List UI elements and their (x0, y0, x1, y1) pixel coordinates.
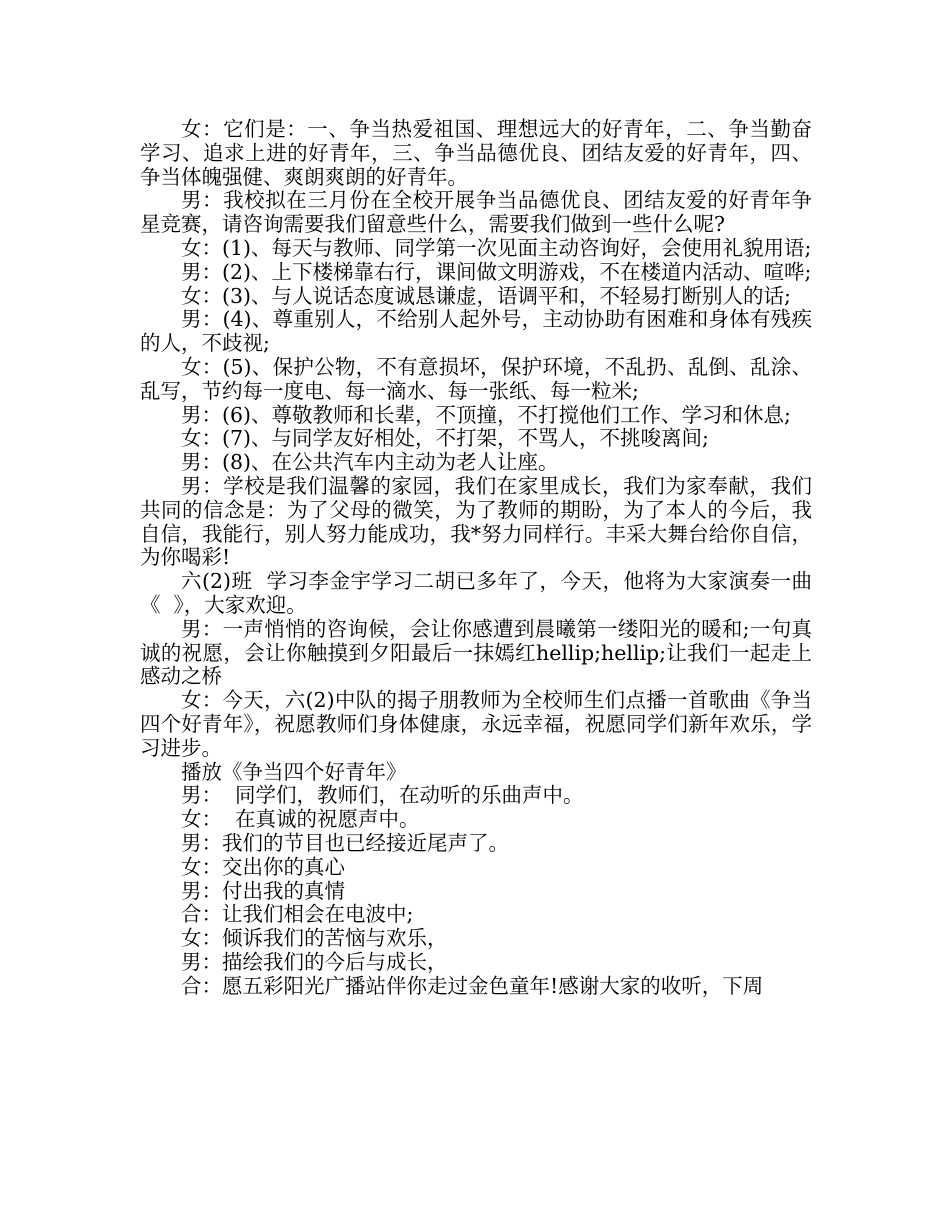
paragraph: 播放《争当四个好青年》 (181, 759, 407, 784)
paragraph: 女： 在真诚的祝愿声中。 (181, 807, 420, 832)
paragraph: 男：我校拟在三月份在全校开展争当品德优良、团结友爱的好青年争星竞赛，请咨询需要我们留意些什么，需要我们做到一些什么呢? (140, 188, 812, 237)
paragraph: 男：(6)、尊敬教师和长辈，不顶撞，不打搅他们工作、学习和休息; (181, 402, 791, 427)
paragraph: 女：(1)、每天与教师、同学第一次见面主动咨询好，会使用礼貌用语; (181, 235, 812, 260)
paragraph: 男：付出我的真情 (181, 878, 345, 903)
paragraph: 六(2)班 学习李金宇学习二胡已多年了，今天，他将为大家演奏一曲《 》，大家欢迎。 (140, 569, 812, 617)
paragraph: 合：让我们相会在电波中; (181, 902, 414, 927)
paragraph: 女：(5)、保护公物，不有意损坏，保护环境，不乱扔、乱倒、乱涂、乱写，节约每一度电、每一滴水、每一张纸、每一粒米; (140, 354, 812, 403)
paragraph: 女：(3)、与人说话态度诚恳谦虚，语调平和，不轻易打断别人的话; (181, 283, 791, 308)
paragraph: 男：(2)、上下楼梯靠右行，课间做文明游戏，不在楼道内活动、喧哗; (181, 259, 812, 284)
paragraph: 男：我们的节目也已经接近尾声了。 (181, 830, 509, 855)
paragraph: 女：倾诉我们的苦恼与欢乐， (181, 926, 448, 951)
paragraph: 男：学校是我们温馨的家园，我们在家里成长，我们为家奉献，我们共同的信念是：为了父母的微笑，为了教师的期盼，为了本人的今后，我自信，我能行，别人努力能成功，我*努力同样行。丰采大舞台给你自信，为你喝彩! (140, 473, 812, 570)
paragraph: 男：(8)、在公共汽车内主动为老人让座。 (181, 450, 559, 475)
paragraph: 合：愿五彩阳光广播站伴你走过金色童年!感谢大家的收听，下周 (181, 973, 764, 998)
paragraph: 女：今天，六(2)中队的揭子朋教师为全校师生们点播一首歌曲《争当四个好青年》，祝愿教师们身体健康，永远幸福，祝愿同学们新年欢乐，学习进步。 (140, 688, 812, 760)
document-body (140, 118, 812, 998)
paragraph: 男：描绘我们的今后与成长， (181, 949, 448, 974)
paragraph: 女：它们是：一、争当热爱祖国、理想远大的好青年，二、争当勤奋学习、追求上进的好青年，三、争当品德优良、团结友爱的好青年，四、争当体魄强健、爽朗爽朗的好青年。 (140, 117, 812, 189)
paragraph: 女：(7)、与同学友好相处，不打架，不骂人，不挑唆离间; (181, 426, 709, 451)
paragraph: 男：(4)、尊重别人，不给别人起外号，主动协助有困难和身体有残疾的人，不歧视; (140, 307, 812, 356)
paragraph: 男：一声悄悄的咨询候，会让你感遭到晨曦第一缕阳光的暖和;一句真诚的祝愿，会让你触摸到夕阳最后一抹嫣红hellip;hellip;让我们一起走上感动之桥 (140, 616, 812, 689)
paragraph: 女：交出你的真心 (181, 854, 345, 879)
paragraph: 男： 同学们，教师们，在动听的乐曲声中。 (181, 783, 584, 808)
